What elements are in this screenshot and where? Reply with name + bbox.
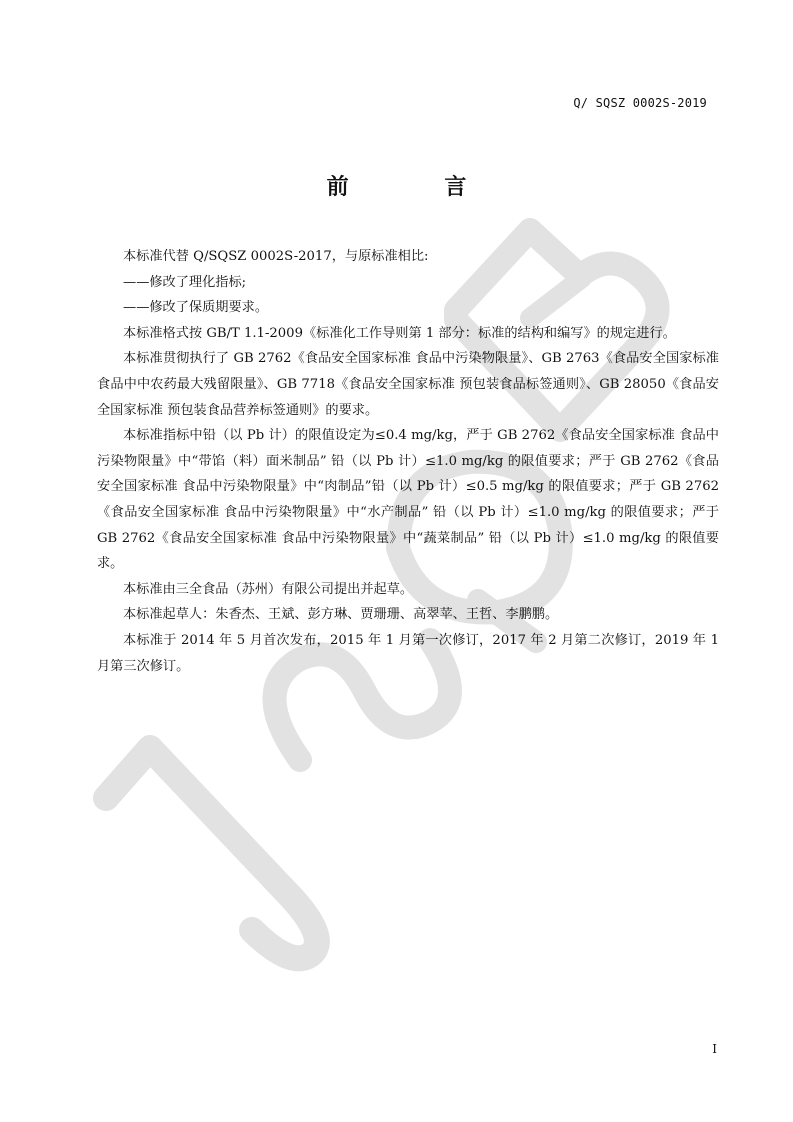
paragraph: 本标准起草人：朱香杰、王斌、彭方琳、贾珊珊、高翠苹、王哲、李鹏鹏。 — [123, 607, 559, 623]
paragraph: 本标准代替 Q/SQSZ 0002S-2017，与原标准相比: — [123, 249, 429, 264]
paragraph: 本标准由三全食品（苏州）有限公司提出并起草。 — [123, 581, 414, 597]
paragraph: 本标准于 2014 年 5 月首次发布，2015 年 1 月第一次修订，2017 年 2 月第二次修订，2019 年 1 月第三次修订。 — [97, 632, 719, 674]
page-number: I — [712, 1042, 717, 1056]
standard-code: Q/ SQSZ 0002S-2019 — [573, 96, 707, 110]
section-title: 前 言 — [326, 174, 511, 200]
paragraph: 本标准格式按 GB/T 1.1-2009《标准化工作导则第 1 部分：标准的结构和编写》的规定进行。 — [123, 325, 676, 341]
paragraph: ——修改了保质期要求。 — [123, 300, 269, 316]
paragraph: 本标准指标中铅（以 Pb 计）的限值设定为≤0.4 mg/kg，严于 GB 2762《食品安全国家标准 食品中污染物限量》中“带馅（料）面米制品” 铅（以 Pb 计）≤1.0 mg/kg 的限值要求；严于 GB 2762《食品安全国家标准 食品中污染物限量》中“肉制品”铅（以 Pb 计）≤0.5 mg/kg 的限值要求；严于 GB 2762《食品安全国家标准 食品中污染物限量》中“水产制品” 铅（以 Pb 计）≤1.0 mg/kg 的限值要求；严于 GB 2762《食品安全国家标准 食品中污染物限量》中“蔬菜制品” 铅（以 Pb 计）≤1.0 mg/kg 的限值要求。 — [97, 428, 719, 572]
document-body — [97, 244, 719, 679]
paragraph: 本标准贯彻执行了 GB 2762《食品安全国家标准 食品中污染物限量》、GB 2763《食品安全国家标准 食品中中农药最大残留限量》、GB 7718《食品安全国家标准 预包装食品标签通则》、GB 28050《食品安全国家标准 预包装食品营养标签通则》的要求。 — [97, 351, 719, 418]
paragraph: ——修改了理化指标; — [123, 274, 247, 290]
